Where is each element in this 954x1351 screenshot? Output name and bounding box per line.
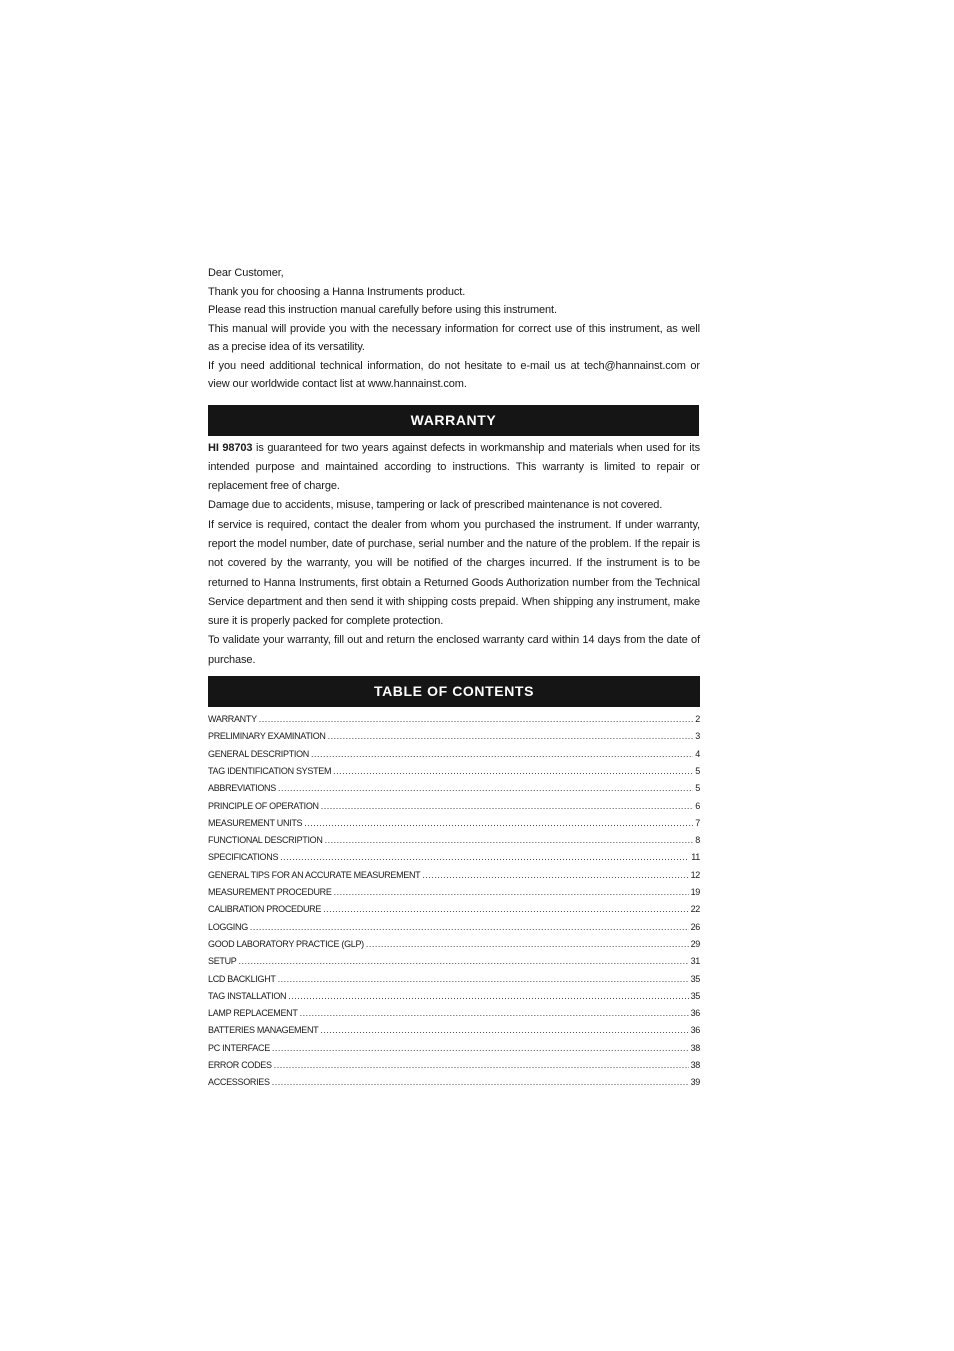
toc-leader-dots [272, 1074, 689, 1091]
toc-entry [208, 798, 700, 815]
toc-entry-title: ABBREVIATIONS [208, 783, 276, 794]
toc-entry-title: PRINCIPLE OF OPERATION [208, 800, 319, 811]
intro-line: If you need additional technical information, do not hesitate to e-mail us at tech@hannainst.com or view our worldwide contact list at www.hannainst.com. [208, 359, 700, 390]
toc-entry [208, 953, 700, 970]
toc-entry-page: 19 [690, 887, 700, 898]
toc-entry [208, 1022, 700, 1039]
warranty-paragraph: If service is required, contact the dealer from whom you purchased the instrument. If under warranty, report the model number, date of purchase, serial number and the nature of the problem. If the repair is not covered by the warranty, you will be notified of the charges incurred. If the instrument is to be returned to Hanna Instruments, first obtain a Returned Goods Authorization number from the Technical Service department and then send it with shipping costs prepaid. When shipping any instrument, make sure it is properly packed for complete protection. [208, 518, 700, 628]
toc-entry [208, 780, 700, 797]
toc-entry [208, 746, 700, 763]
toc-leader-dots [274, 1057, 689, 1074]
toc-entry [208, 867, 700, 884]
toc-leader-dots [311, 746, 693, 763]
toc-leader-dots [250, 919, 689, 936]
toc-entry-page: 35 [690, 990, 700, 1001]
toc-entry-page: 4 [695, 748, 700, 759]
toc-entry [208, 1074, 700, 1091]
toc-leader-dots [304, 815, 693, 832]
toc-entry-title: LOGGING [208, 921, 248, 932]
toc-leader-dots [325, 832, 694, 849]
toc-leader-dots [323, 901, 689, 918]
toc-entry-title: ACCESSORIES [208, 1077, 270, 1088]
toc-entry-page: 11 [691, 852, 700, 863]
toc-entry [208, 936, 700, 953]
toc-entry-title: SPECIFICATIONS [208, 852, 279, 863]
toc-leader-dots [334, 884, 689, 901]
intro-line: This manual will provide you with the necessary information for correct use of this instrument, as well as a precise idea of its versatility. [208, 322, 700, 353]
toc-entry [208, 849, 700, 866]
toc-leader-dots [272, 1040, 689, 1057]
toc-entry [208, 988, 700, 1005]
toc-entry [208, 832, 700, 849]
toc-entry [208, 711, 700, 728]
toc-entry-title: TAG INSTALLATION [208, 990, 287, 1001]
warranty-paragraph [208, 439, 700, 497]
toc-entry-page: 5 [695, 783, 700, 794]
toc-entry-page: 38 [690, 1042, 700, 1053]
toc-entry-page: 31 [690, 956, 700, 967]
toc-entry-title: MEASUREMENT PROCEDURE [208, 887, 332, 898]
toc-entry-page: 6 [695, 800, 700, 811]
toc-entry [208, 1040, 700, 1057]
warranty-section [208, 439, 700, 671]
toc-entry-page: 3 [695, 731, 700, 742]
intro-line: Please read this instruction manual carefully before using this instrument. [208, 304, 557, 316]
toc-entry-title: PC INTERFACE [208, 1042, 270, 1053]
toc-entry-page: 29 [690, 938, 700, 949]
toc-entry-title: GOOD LABORATORY PRACTICE (GLP) [208, 938, 364, 949]
toc-list [208, 711, 700, 1092]
toc-entry [208, 815, 700, 832]
toc-entry [208, 728, 700, 745]
toc-entry-page: 36 [690, 1025, 700, 1036]
toc-leader-dots [328, 728, 694, 745]
toc-leader-dots [300, 1005, 689, 1022]
toc-entry-title: SETUP [208, 956, 237, 967]
toc-entry-title: BATTERIES MANAGEMENT [208, 1025, 319, 1036]
greeting: Dear Customer, [208, 267, 284, 279]
toc-entry-page: 38 [690, 1060, 700, 1070]
toc-entry-page: 22 [690, 904, 700, 915]
toc-entry-title: MEASUREMENT UNITS [208, 817, 303, 828]
toc-entry [208, 919, 700, 936]
toc-entry-page: 2 [695, 714, 700, 725]
toc-heading: TABLE OF CONTENTS [208, 676, 700, 707]
toc-leader-dots [366, 936, 689, 953]
toc-entry-title: CALIBRATION PROCEDURE [208, 904, 322, 915]
toc-entry-page: 39 [690, 1077, 700, 1088]
toc-entry-title: PRELIMINARY EXAMINATION [208, 731, 326, 742]
intro-section [208, 264, 700, 394]
toc-entry-title: GENERAL DESCRIPTION [208, 748, 309, 759]
toc-entry-page: 5 [695, 765, 700, 776]
toc-entry [208, 763, 700, 780]
toc-entry-title: WARRANTY [208, 714, 257, 725]
model-number: HI 98703 [208, 441, 253, 454]
toc-entry-title: GENERAL TIPS FOR AN ACCURATE MEASUREMENT [208, 869, 421, 880]
toc-entry-title: FUNCTIONAL DESCRIPTION [208, 835, 323, 846]
toc-leader-dots [278, 780, 693, 797]
toc-leader-dots [321, 798, 694, 815]
warranty-heading: WARRANTY [208, 405, 699, 436]
toc-leader-dots [288, 988, 688, 1005]
toc-entry-title: LCD BACKLIGHT [208, 973, 276, 984]
toc-entry-page: 8 [695, 835, 700, 846]
warranty-paragraph: Damage due to accidents, misuse, tampering or lack of prescribed maintenance is not covered. [208, 499, 663, 512]
toc-entry [208, 971, 700, 988]
toc-entry [208, 901, 700, 918]
toc-leader-dots [320, 1022, 688, 1039]
toc-leader-dots [278, 971, 689, 988]
toc-entry-page: 36 [690, 1008, 700, 1019]
toc-entry-title: TAG IDENTIFICATION SYSTEM [208, 765, 332, 776]
toc-entry-title: ERROR CODES [208, 1060, 272, 1070]
warranty-paragraph: To validate your warranty, fill out and return the enclosed warranty card within 14 days from the date of purchase. [208, 634, 700, 666]
toc-leader-dots [333, 763, 693, 780]
intro-line: Thank you for choosing a Hanna Instruments product. [208, 285, 466, 298]
toc-entry-page: 35 [690, 973, 700, 984]
toc-entry-title: LAMP REPLACEMENT [208, 1008, 298, 1019]
toc-leader-dots [259, 711, 694, 728]
toc-entry-page: 26 [690, 921, 700, 932]
toc-leader-dots [280, 849, 689, 866]
toc-leader-dots [422, 867, 688, 884]
manual-page [208, 264, 700, 1092]
toc-entry [208, 884, 700, 901]
toc-entry [208, 1005, 700, 1022]
toc-leader-dots [239, 953, 689, 970]
toc-entry-page: 7 [695, 817, 700, 828]
warranty-text: is guaranteed for two years against defects in workmanship and materials when used for its intended purpose and maintained according to instructions. This warranty is limited to repair or replacement free of charge. [208, 441, 700, 493]
toc-entry-page: 12 [690, 869, 700, 880]
toc-entry [208, 1057, 700, 1074]
